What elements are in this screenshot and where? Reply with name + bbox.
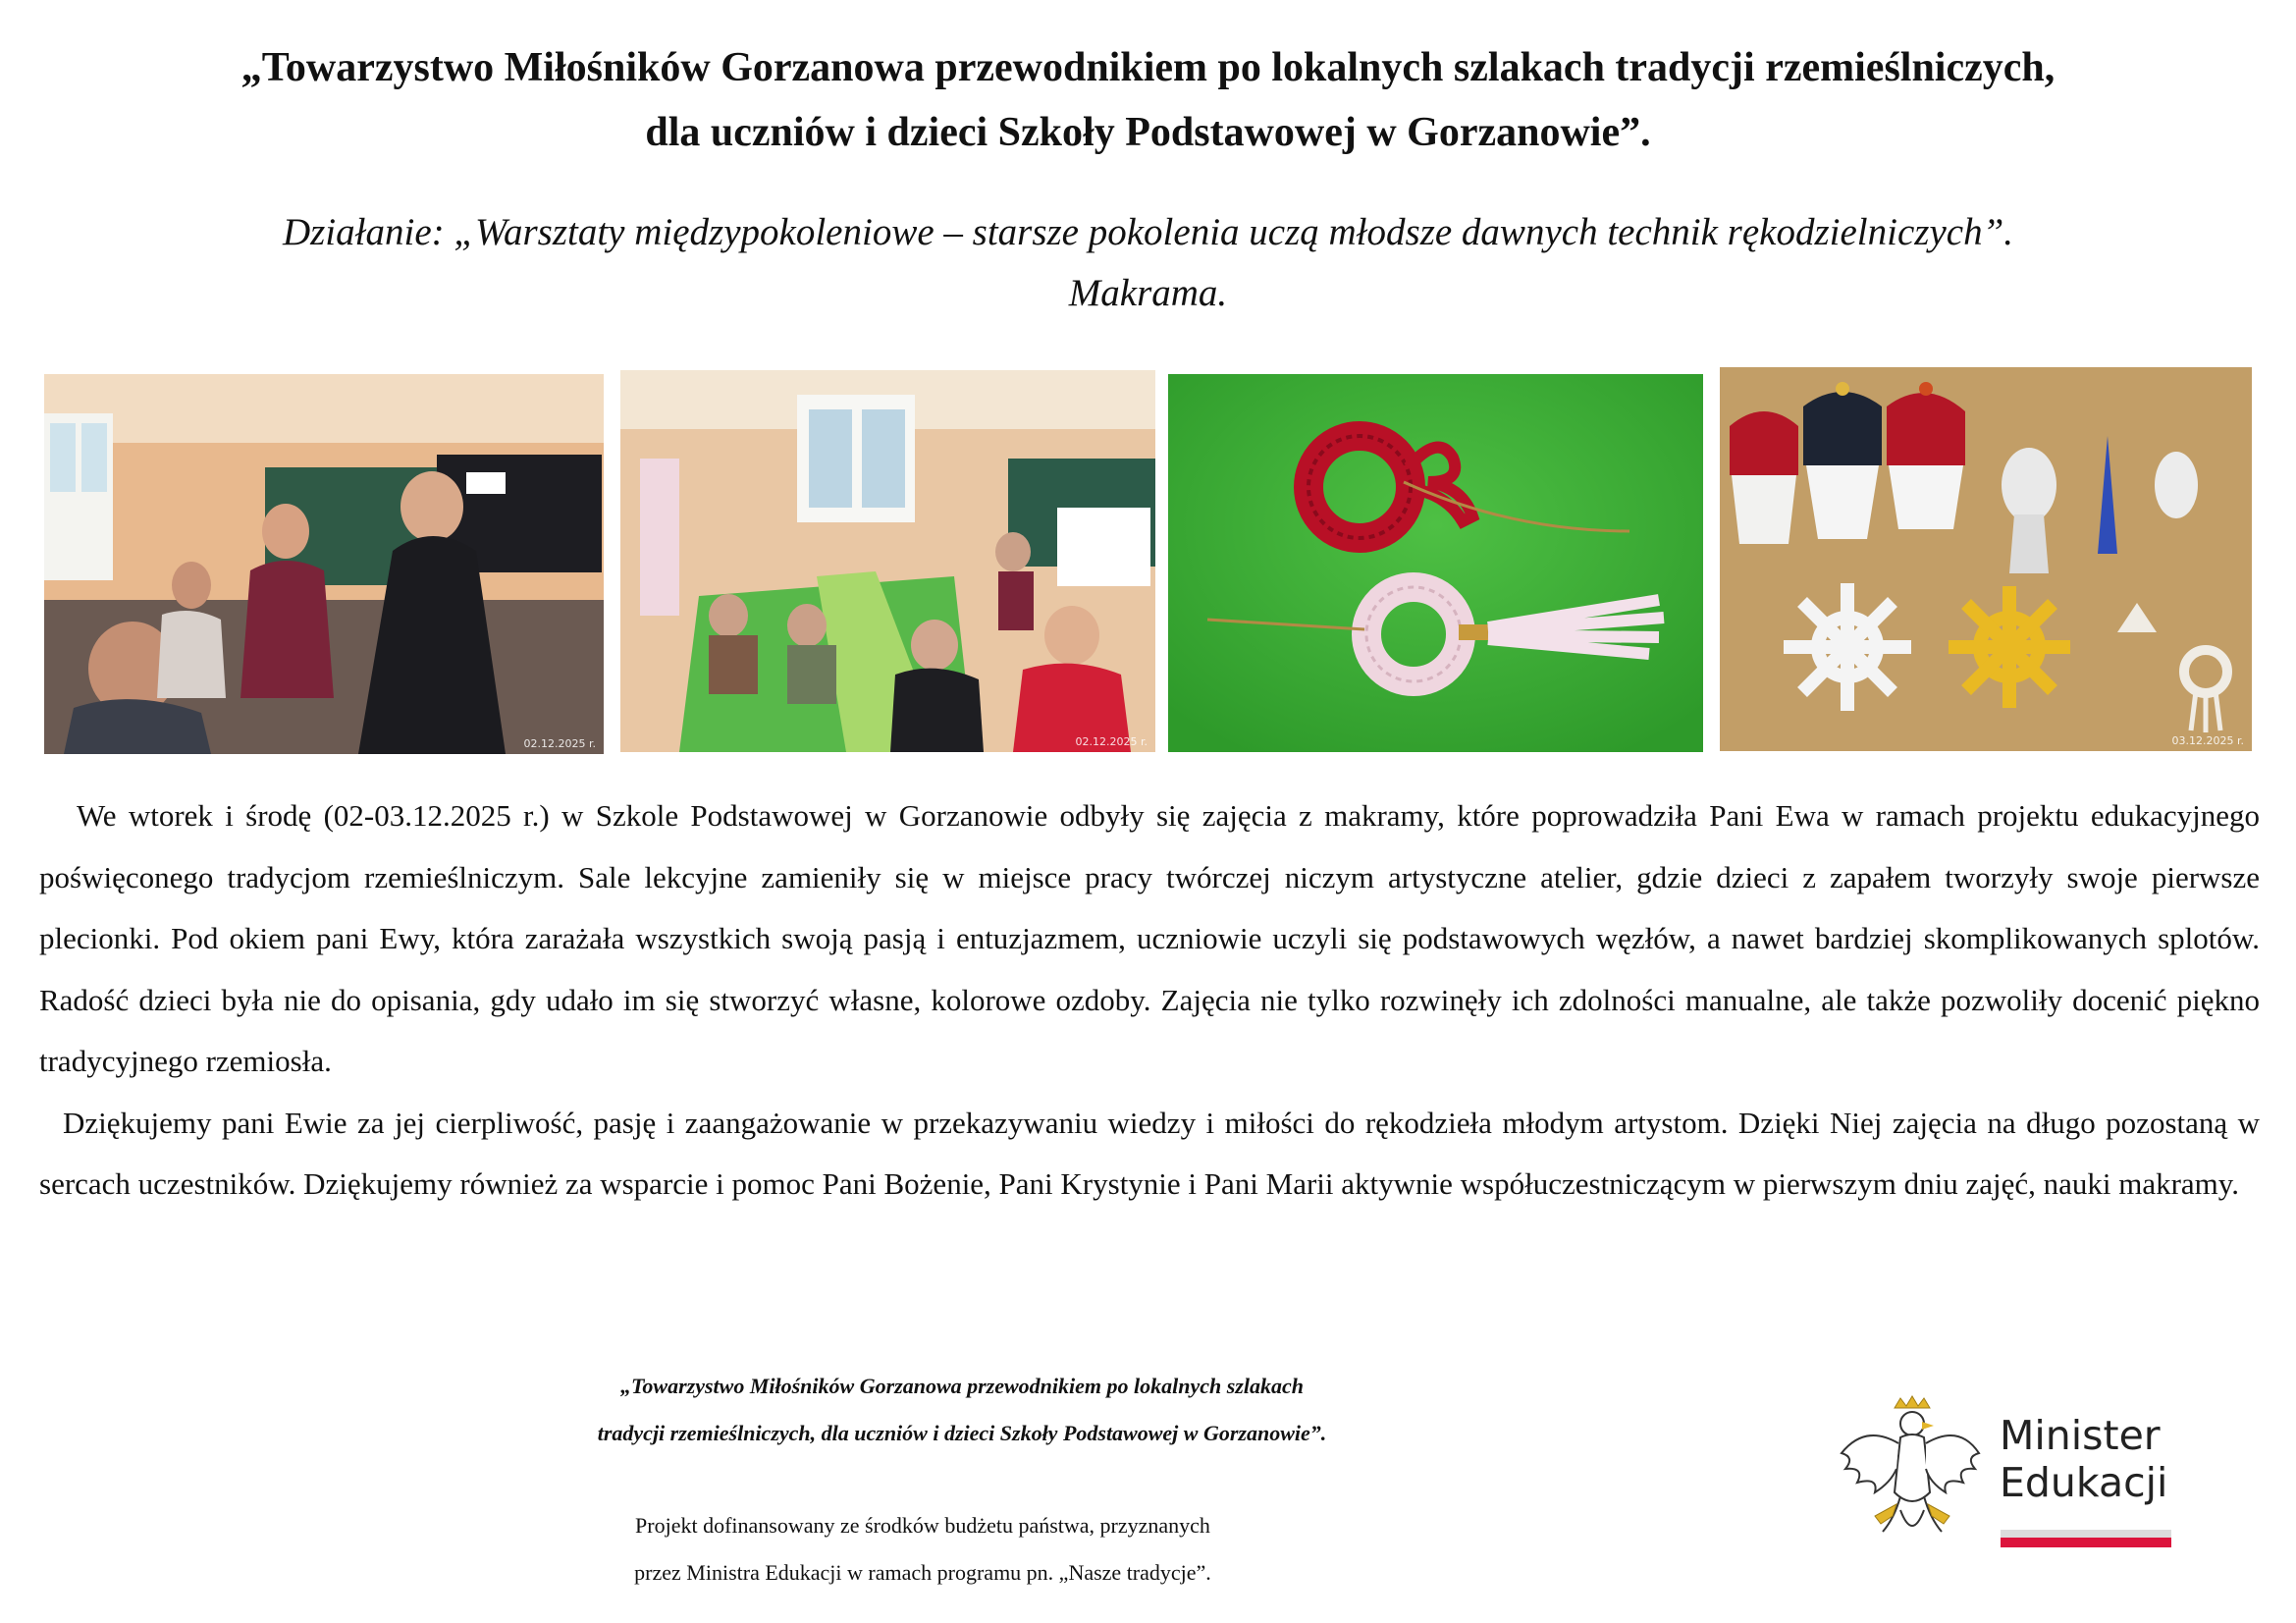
title-line-1: „Towarzystwo Miłośników Gorzanowa przewodnikiem po lokalnych szlakach tradycji rzemieślniczych, [240,45,2056,90]
paragraph-2: Dziękujemy pani Ewie za jej cierpliwość, pasję i zaangażowanie w przekazywaniu wiedzy i miłości do rękodzieła młodym artystom. Dzięki Niej zajęcia na długo pozostaną w sercach uczestników. Dziękujemy również za wsparcie i pomoc Pani Bożenie, Pani Krystynie i Pani Marii aktywnie współuczestniczącym w pierwszym dniu zajęć, nauki makramy. [39,1105,2260,1201]
footer-project-title [471,1363,1453,1457]
article-body [39,785,2260,1216]
logo-text [2000,1412,2167,1506]
photo-macrame-rings [1168,374,1703,752]
funding-line-1: Projekt dofinansowany ze środków budżetu państwa, przyznanych [635,1513,1210,1538]
photo-workshop-teacher [44,374,604,754]
minister-logo [1836,1394,2189,1551]
footer-project-line-2: tradycji rzemieślniczych, dla uczniów i dzieci Szkoły Podstawowej w Gorzanowie”. [597,1421,1327,1445]
photo-classroom [620,370,1155,752]
photo-date-stamp: 02.12.2025 r. [523,737,596,750]
footer-project-line-1: „Towarzystwo Miłośników Gorzanowa przewodnikiem po lokalnych szlakach [620,1374,1304,1398]
photo-date-stamp: 02.12.2025 r. [1075,735,1148,748]
subtitle [39,202,2257,324]
paragraph-1: We wtorek i środę (02-03.12.2025 r.) w Szkole Podstawowej w Gorzanowie odbyły się zajęcia z makramy, które poprowadziła Pani Ewa w ramach projektu edukacyjnego poświęconego tradycjom rzemieślniczym. Sale lekcyjne zamieniły się w miejsce pracy twórczej niczym artystyczne atelier, gdzie dzieci z zapałem tworzyły swoje pierwsze plecionki. Pod okiem pani Ewy, która zarażała wszystkich swoją pasją i entuzjazmem, uczniowie uczyli się podstawowych węzłów, a nawet bardziej skomplikowanych splotów. Radość dzieci była nie do opisania, gdy udało im się stworzyć własne, kolorowe ozdoby. Zajęcia nie tylko rozwinęły ich zdolności manualne, ale także pozwoliły docenić piękno tradycyjnego rzemiosła. [39,798,2260,1078]
title-line-2: dla uczniów i dzieci Szkoły Podstawowej w Gorzanowie”. [645,110,1651,155]
photo-macrame-ornaments [1720,367,2252,751]
topic-line: Makrama. [1068,272,1228,314]
logo-line-2: Edukacji [2000,1459,2168,1506]
photo-date-stamp: 03.12.2025 r. [2171,734,2244,747]
action-line: Działanie: „Warsztaty międzypokoleniowe – starsze pokolenia uczą młodsze dawnych technik rękodzielniczych”. [282,211,2014,253]
funding-note [530,1502,1315,1596]
funding-line-2: przez Ministra Edukacji w ramach programu pn. „Nasze tradycje”. [634,1560,1211,1585]
polish-eagle-emblem-icon [1836,1394,1983,1551]
logo-line-1: Minister [2000,1412,2161,1459]
flag-red-stripe [2001,1538,2171,1547]
flag-white-stripe [2001,1530,2171,1538]
page-title [39,35,2257,165]
